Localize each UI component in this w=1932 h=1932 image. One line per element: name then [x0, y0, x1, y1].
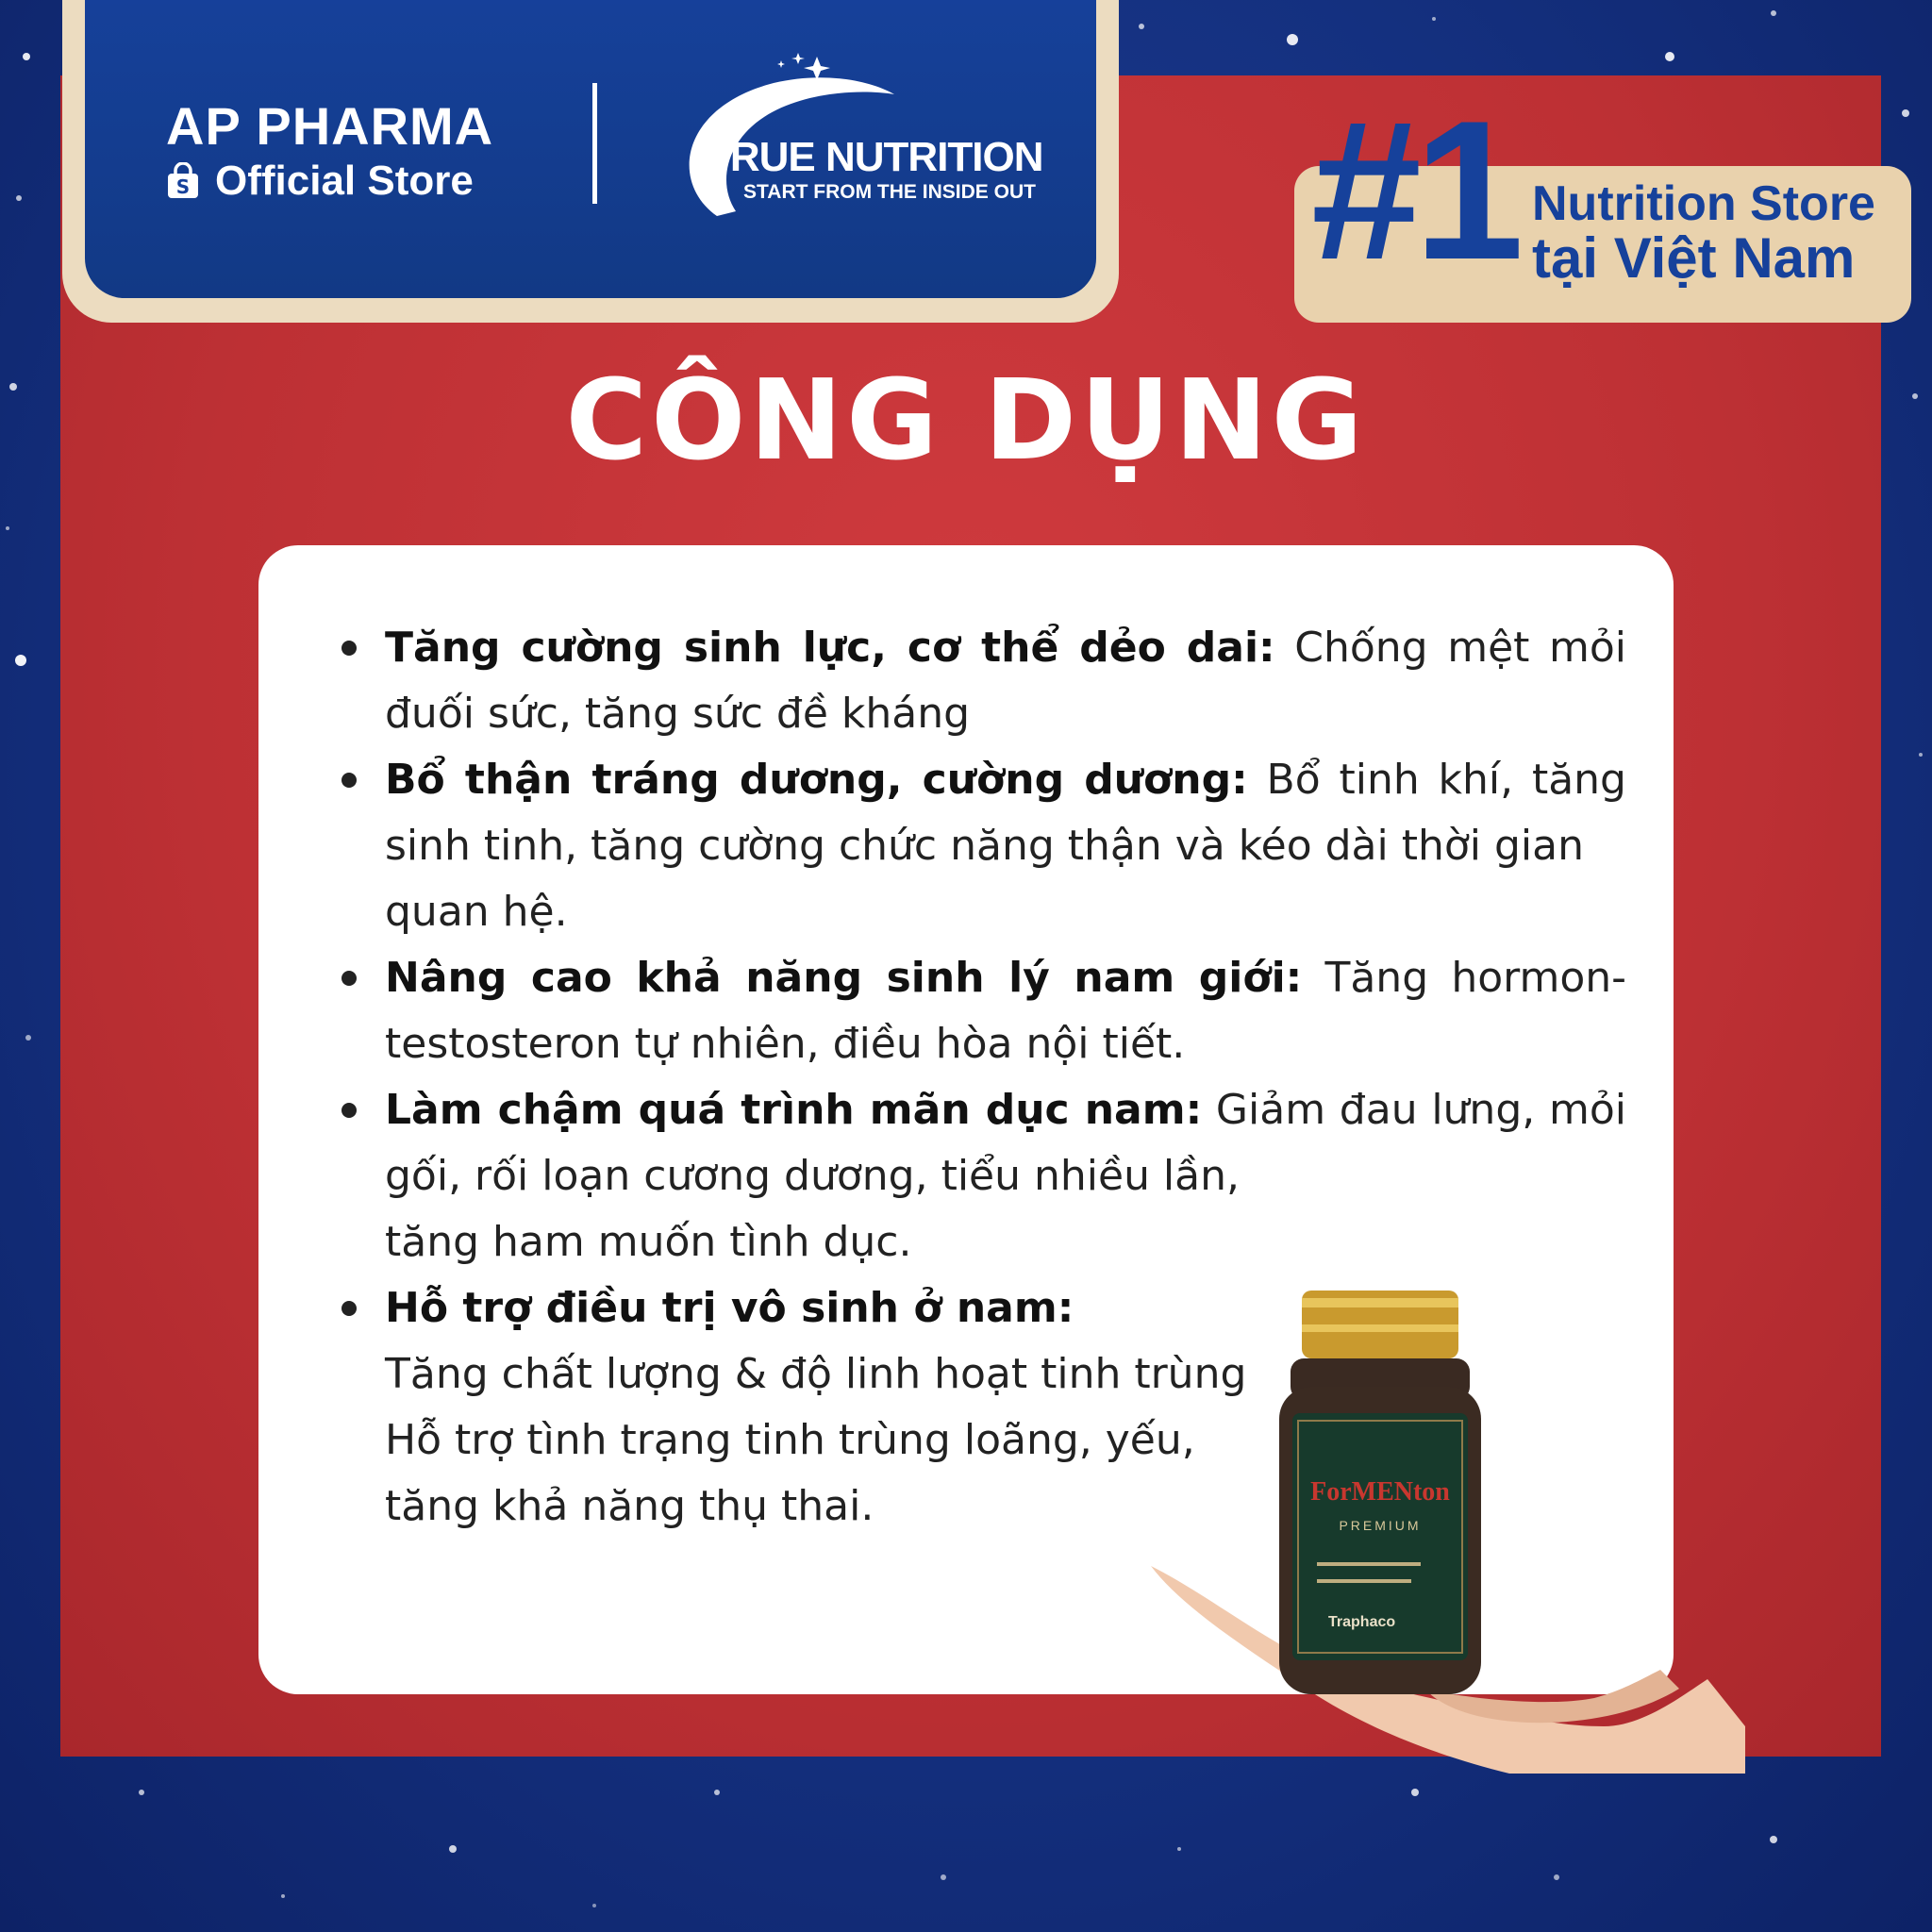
benefit-heading: Hỗ trợ điều trị vô sinh ở nam:	[385, 1284, 1074, 1332]
benefit-text: Bổ tinh khí, tăng sinh tinh, tăng cường chức năng thận và kéo dài thời gian	[385, 756, 1626, 870]
product-maker: Traphaco	[1328, 1614, 1396, 1630]
rank-number: #1	[1311, 79, 1517, 301]
true-nutrition-brand: TRUE NUTRITION	[706, 134, 1043, 180]
benefit-text-line: quan hệ.	[385, 888, 568, 936]
true-nutrition-tagline: START FROM THE INSIDE OUT	[743, 181, 1036, 203]
benefit-item	[341, 747, 1626, 945]
benefit-text-line: Hỗ trợ tình trạng tinh trùng loãng, yếu,	[385, 1416, 1195, 1464]
benefit-text-line: Tăng chất lượng & độ linh hoạt tinh trùng	[385, 1350, 1247, 1398]
benefit-heading: Nâng cao khả năng sinh lý nam giới:	[385, 954, 1303, 1002]
page-title: CÔNG DỤNG	[565, 355, 1367, 485]
benefit-item	[341, 1077, 1626, 1275]
svg-text:S: S	[175, 175, 191, 198]
benefit-text: Chống mệt mỏi đuối sức, tăng sức đề kháng	[385, 624, 1627, 738]
product-bottle-in-hand-image	[1151, 1283, 1745, 1774]
shopping-bag-icon	[166, 162, 200, 200]
benefit-text: Tăng hormon-testosteron tự nhiên, điều hòa nội tiết.	[385, 954, 1627, 1068]
benefit-text: Giảm đau lưng, mỏi gối, rối loạn cương dương, tiểu nhiều lần,	[385, 1086, 1626, 1200]
benefit-heading: Làm chậm quá trình mãn dục nam:	[385, 1086, 1203, 1134]
product-variant: PREMIUM	[1339, 1518, 1422, 1533]
store-brand-name: AP PHARMA	[166, 96, 494, 156]
rank-line-2: tại Việt Nam	[1532, 226, 1856, 290]
rank-line-1: Nutrition Store	[1532, 176, 1875, 231]
benefit-item	[341, 615, 1626, 747]
benefit-heading: Bổ thận tráng dương, cường dương:	[385, 756, 1248, 804]
benefit-heading: Tăng cường sinh lực, cơ thể dẻo dai:	[385, 624, 1275, 672]
header-divider	[592, 83, 597, 204]
benefit-text-line: tăng khả năng thụ thai.	[385, 1482, 874, 1530]
benefit-item	[341, 945, 1626, 1077]
product-brand-name: ForMENton	[1310, 1477, 1450, 1507]
official-store-label: Official Store	[215, 158, 474, 204]
benefit-text-line: tăng ham muốn tình dục.	[385, 1218, 912, 1266]
